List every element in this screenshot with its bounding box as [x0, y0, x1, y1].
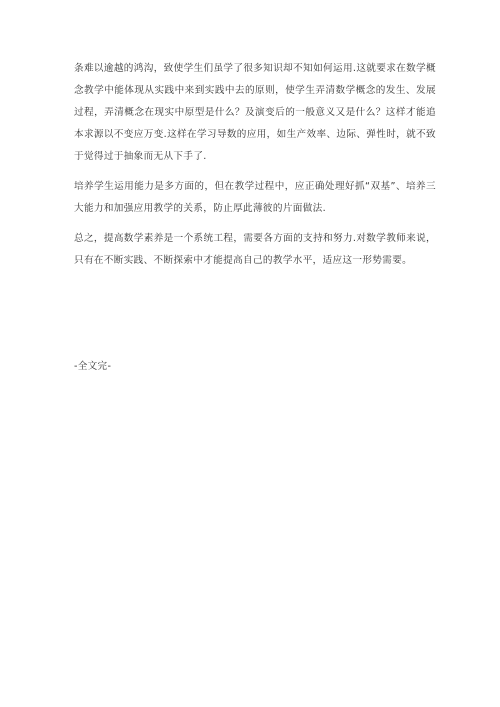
document-body — [74, 58, 436, 280]
paragraph-2: 培养学生运用能力是多方面的，但在教学过程中，应正确处理好抓“双基”、培养三大能力和加强应用教学的关系，防止厚此薄彼的片面做法. — [74, 181, 436, 214]
paragraph-3: 总之，提高数学素养是一个系统工程，需要各方面的支持和努力.对数学教师来说，只有在不断实践、不断探索中才能提高自己的教学水平，适应这一形势需要。 — [74, 233, 436, 266]
end-marker: -全文完- — [74, 361, 112, 372]
paragraph-1: 条难以逾越的鸿沟，致使学生们虽学了很多知识却不知如何运用.这就要求在数学概念教学中能体现从实践中来到实践中去的原则，使学生弄清数学概念的发生、发展过程，弄清概念在现实中原型是什么？及演变后的一般意义又是什么？这样才能追本求源以不变应万变.这样在学习导数的应用，如生产效率、边际、弹性时，就不致于觉得过于抽象而无从下手了. — [74, 63, 436, 162]
